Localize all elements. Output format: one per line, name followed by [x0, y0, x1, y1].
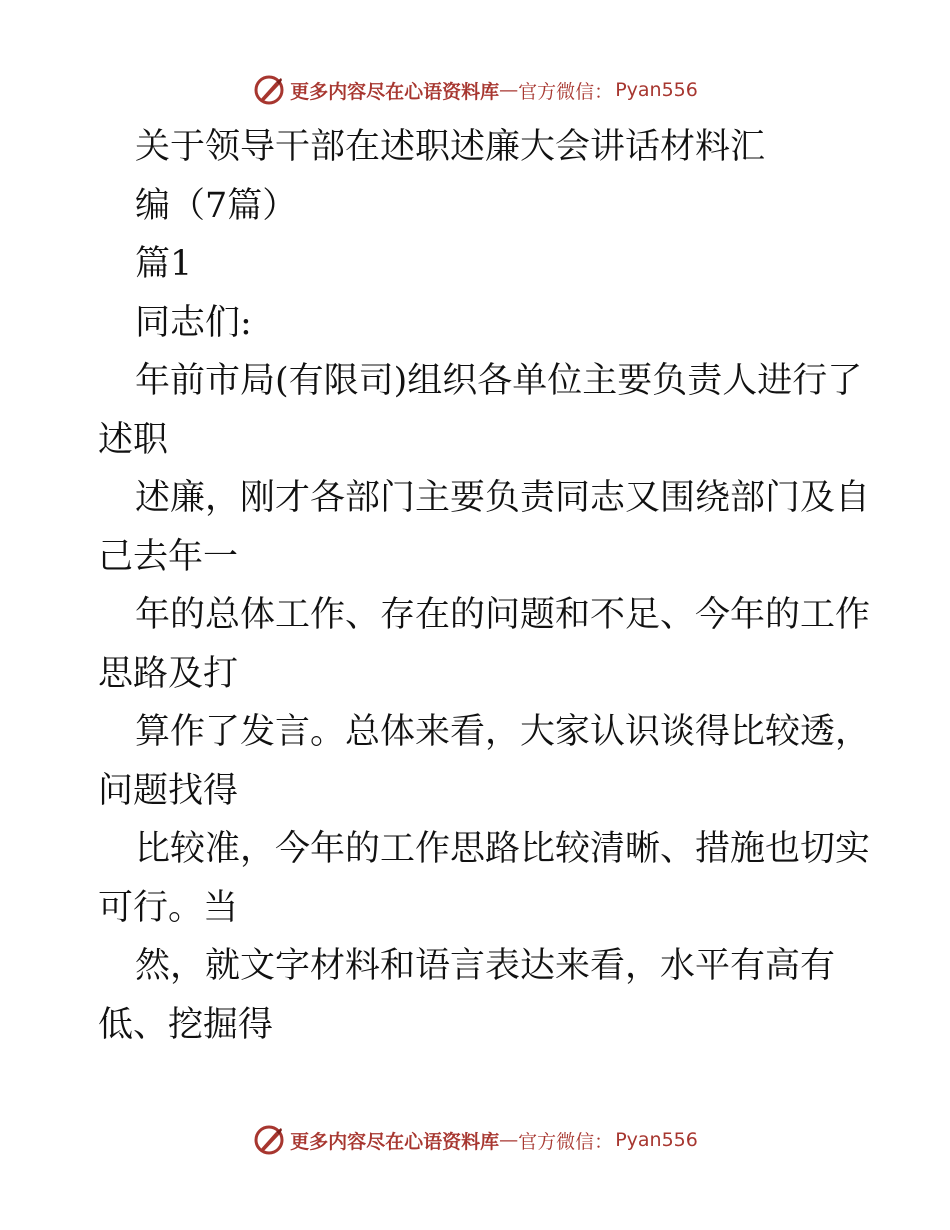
- banner-main-text: 更多内容尽在心语资料库: [290, 80, 500, 103]
- text-line: 算作了发言。总体来看，大家认识谈得比较透，: [135, 712, 871, 752]
- document-title: 关于领导干部在述职述廉大会讲话材料汇: [135, 127, 766, 167]
- text-line: 述廉，刚才各部门主要负责同志又围绕部门及自: [135, 478, 871, 518]
- text-line: 年前市局(有限司)组织各单位主要负责人进行了: [135, 361, 863, 401]
- banner-wechat-label: 官方微信：: [518, 80, 614, 103]
- text-line: 比较准，今年的工作思路比较清晰、措施也切实: [135, 829, 871, 869]
- header-banner: [0, 70, 950, 110]
- salutation: 同志们:: [135, 302, 252, 343]
- quill-pen-icon: [252, 73, 286, 107]
- quill-pen-icon: [252, 1123, 286, 1157]
- text-line: 思路及打: [98, 653, 239, 694]
- footer-banner: [0, 1120, 950, 1160]
- text-line: 己去年一: [98, 536, 239, 577]
- text-line: 问题找得: [98, 770, 239, 811]
- banner-wechat-id: Pyan556: [615, 1129, 698, 1151]
- banner-main-text: 更多内容尽在心语资料库: [290, 1130, 500, 1153]
- text-line: 述职: [98, 419, 169, 460]
- text-line: 可行。当: [98, 887, 239, 928]
- text-line: 然，就文字材料和语言表达来看，水平有高有: [135, 946, 836, 986]
- text-line: 年的总体工作、存在的问题和不足、今年的工作: [135, 595, 871, 635]
- banner-separator: —: [499, 1129, 519, 1151]
- banner-separator: —: [499, 79, 519, 101]
- document-title-cont: 编（7篇）: [135, 185, 298, 226]
- section-heading: 篇1: [135, 244, 193, 284]
- banner-wechat-id: Pyan556: [615, 79, 698, 101]
- banner-wechat-label: 官方微信：: [518, 1130, 614, 1153]
- document-body: [98, 118, 878, 1054]
- text-line: 低、挖掘得: [98, 1004, 274, 1045]
